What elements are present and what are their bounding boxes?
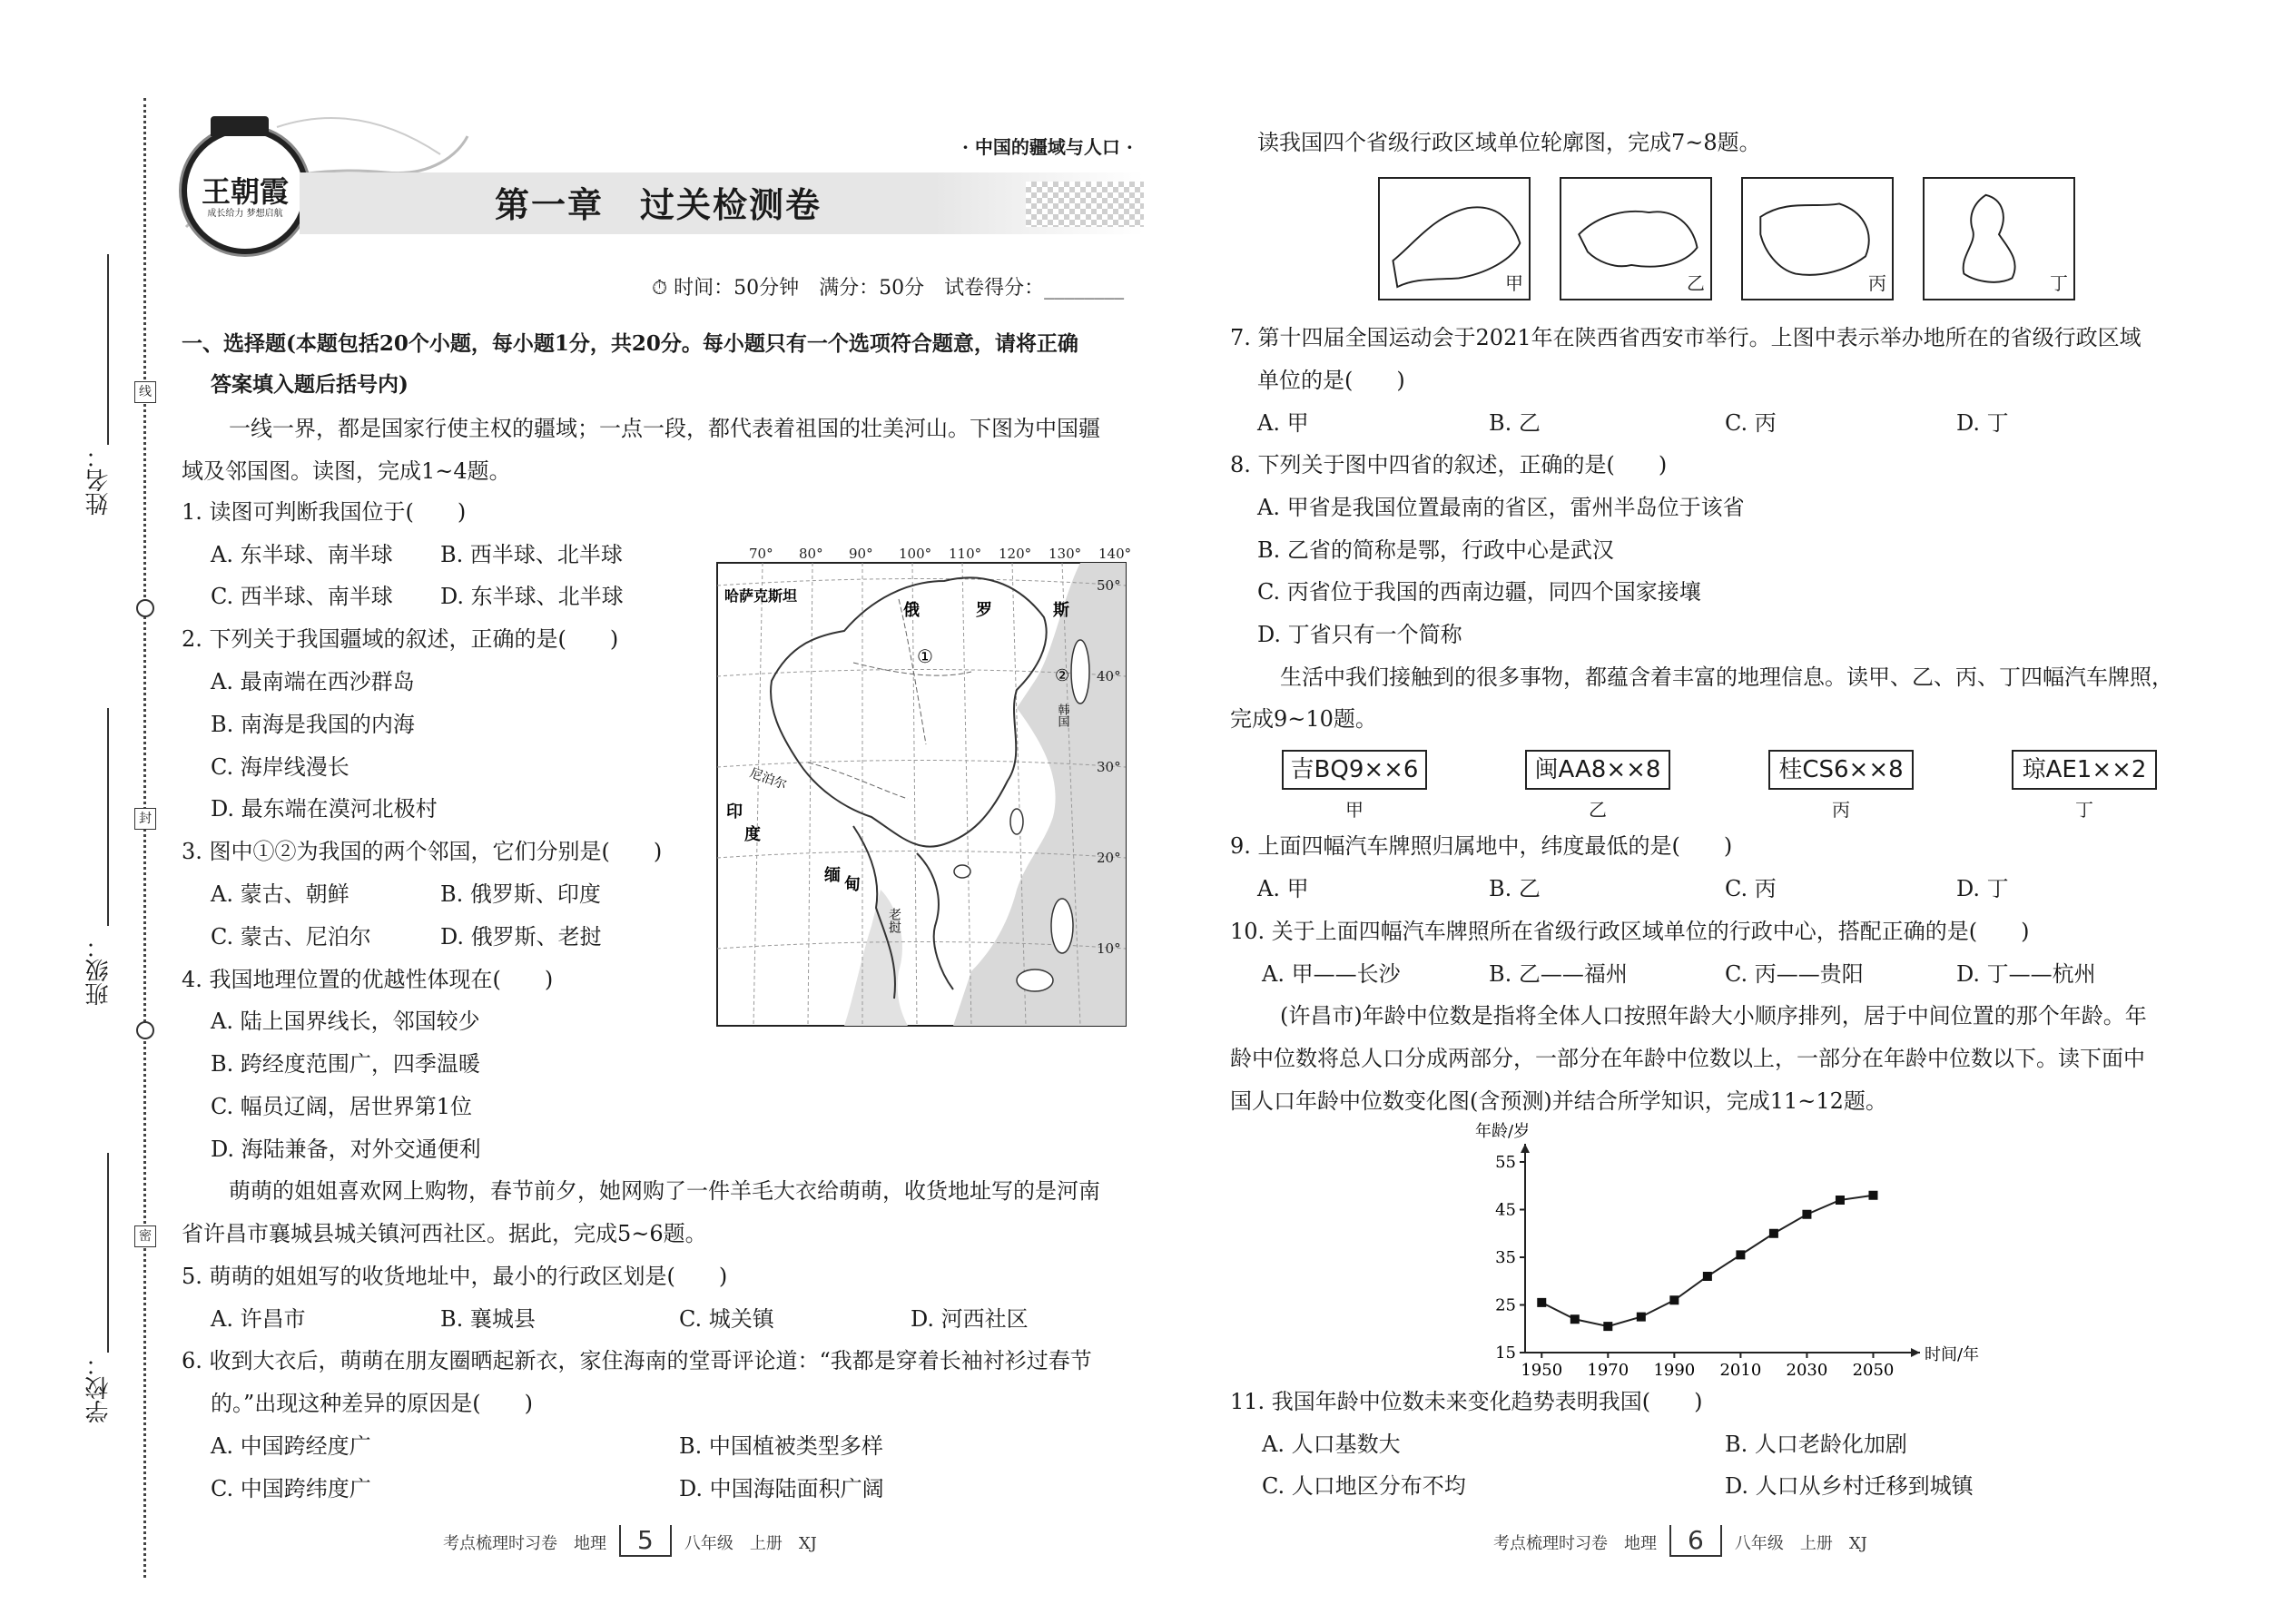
q11-option-c: C. 人口地区分布不均 [1262, 1473, 1466, 1499]
footer-right-series: 考点梳理时习卷 地理 [1493, 1534, 1657, 1553]
q3-option-d: D. 俄罗斯、老挝 [440, 924, 602, 950]
intro-text-3: 萌萌的姐姐喜欢网上购物，春节前夕，她网购了一件羊毛大衣给萌萌，收货地址写的是河南 [229, 1178, 1100, 1204]
data-point [1836, 1196, 1845, 1205]
q2-option-c: C. 海岸线漫长 [211, 754, 350, 780]
crown-icon [211, 116, 269, 136]
q10-option-d: D. 丁——杭州 [1956, 961, 2096, 987]
province-outline-box [1560, 177, 1712, 300]
q6-option-c: C. 中国跨纬度广 [211, 1476, 371, 1501]
brand-sub-1: 成长给力 [207, 209, 244, 219]
class-label: 班级： [85, 935, 113, 1006]
data-point [1570, 1314, 1580, 1324]
map-lon-label: 110° [949, 546, 982, 562]
right-intro-4: (许昌市)年龄中位数是指将全体人口按照年龄大小顺序排列，居于中间位置的那个年龄。年 [1280, 1003, 2147, 1029]
province-label: 丙 [1868, 272, 1886, 294]
question-7: 7. 第十四届全国运动会于2021年在陕西省西安市举行。上图中表示举办地所在的省级行政区域 [1230, 325, 2141, 350]
q9-option-b: B. 乙 [1489, 876, 1541, 901]
x-axis-arrow [1911, 1348, 1920, 1357]
map-label-india-2: 度 [744, 825, 761, 844]
map-label-russia-2: 罗 [976, 601, 992, 620]
q6-option-a: A. 中国跨经度广 [211, 1433, 371, 1459]
brand-sub [187, 205, 303, 219]
question-1: 1. 读图可判断我国位于( ) [182, 499, 467, 525]
age-median-chart [1434, 1122, 1980, 1380]
province-label: 乙 [1687, 272, 1705, 294]
title-checker [1026, 182, 1144, 227]
y-tick-label: 25 [1495, 1295, 1516, 1315]
q8-option-d: D. 丁省只有一个简称 [1257, 622, 1462, 647]
y-tick-label: 35 [1495, 1248, 1516, 1267]
q4-option-d: D. 海陆兼备，对外交通便利 [211, 1137, 481, 1162]
brand-name: 王朝霞 [201, 174, 289, 209]
q7-option-c: C. 丙 [1725, 410, 1777, 436]
seal-line-mark: 线 [134, 381, 156, 403]
data-point [1736, 1250, 1745, 1259]
x-tick-label: 2030 [1786, 1361, 1828, 1380]
brand-logo [182, 127, 309, 254]
question-5: 5. 萌萌的姐姐写的收货地址中，最小的行政区划是( ) [182, 1264, 728, 1289]
q8-option-c: C. 丙省位于我国的西南边疆，同四个国家接壤 [1257, 579, 1701, 605]
q5-option-a: A. 许昌市 [211, 1306, 306, 1332]
map-lat-label: 20° [1097, 850, 1121, 866]
q9-option-d: D. 丁 [1956, 876, 2009, 901]
map-label-myanmar-1: 缅 [824, 866, 841, 885]
q11-option-d: D. 人口从乡村迁移到城镇 [1725, 1473, 1974, 1499]
map-label-laos: 老挝 [887, 908, 901, 933]
seal-seal-mark: 封 [134, 808, 156, 830]
map-label-russia-3: 斯 [1053, 601, 1069, 620]
page-title: 第一章 过关检测卷 [495, 184, 822, 225]
x-tick-label: 1990 [1653, 1361, 1696, 1380]
name-label: 姓名： [85, 445, 113, 516]
map-lat-label: 50° [1097, 577, 1121, 594]
q1-option-b: B. 西半球、北半球 [440, 542, 623, 567]
license-plate: 桂CS6××8 [1768, 750, 1914, 790]
china-territory-map [717, 545, 1135, 1035]
binding-line [143, 98, 146, 1578]
x-tick-label: 2010 [1719, 1361, 1762, 1380]
y-tick-label: 45 [1495, 1200, 1516, 1220]
q5-option-d: D. 河西社区 [911, 1306, 1029, 1332]
q9-option-c: C. 丙 [1725, 876, 1777, 901]
map-lon-label: 130° [1049, 546, 1082, 562]
map-label-kazakhstan: 哈萨克斯坦 [724, 587, 798, 605]
map-lon-label: 70° [749, 546, 773, 562]
map-lon-label: 90° [849, 546, 873, 562]
province-outline-box [1741, 177, 1894, 300]
license-plate-label: 乙 [1589, 799, 1607, 821]
right-intro-2: 生活中我们接触到的很多事物，都蕴含着丰富的地理信息。读甲、乙、丙、丁四幅汽车牌照， [1280, 664, 2173, 690]
question-3: 3. 图中①②为我国的两个邻国，它们分别是( ) [182, 839, 663, 864]
data-point [1669, 1295, 1679, 1304]
exam-meta: ⏱ 时间：50分钟 满分：50分 试卷得分：________ [652, 277, 1125, 300]
q10-option-c: C. 丙——贵阳 [1725, 961, 1864, 987]
y-axis-arrow [1521, 1144, 1530, 1153]
question-8: 8. 下列关于图中四省的叙述，正确的是( ) [1230, 452, 1668, 477]
q6-option-d: D. 中国海陆面积广阔 [679, 1476, 884, 1501]
map-lon-label: 80° [799, 546, 823, 562]
right-intro-5: 龄中位数将总人口分成两部分，一部分在年龄中位数以上，一部分在年龄中位数以下。读下面中 [1230, 1046, 2145, 1071]
q5-option-b: B. 襄城县 [440, 1306, 536, 1332]
license-plate-label: 丁 [2075, 799, 2093, 821]
x-axis-title: 时间/年 [1925, 1345, 1980, 1364]
y-tick-label: 55 [1495, 1153, 1516, 1172]
province-outline-box [1923, 177, 2075, 300]
question-2: 2. 下列关于我国疆域的叙述，正确的是( ) [182, 626, 619, 652]
map-marker-2: ② [1055, 666, 1070, 685]
x-tick-label: 1970 [1587, 1361, 1629, 1380]
class-underline [107, 708, 109, 926]
page-number-left: 5 [619, 1525, 672, 1557]
q4-option-c: C. 幅员辽阔，居世界第1位 [211, 1094, 473, 1119]
q2-option-b: B. 南海是我国的内海 [211, 712, 415, 737]
q1-option-c: C. 西半球、南半球 [211, 584, 393, 609]
q9-option-a: A. 甲 [1257, 876, 1309, 901]
q3-option-a: A. 蒙古、朝鲜 [211, 881, 350, 907]
section-heading-2: 答案填入题后括号内) [211, 372, 409, 397]
license-plate-label: 丙 [1832, 799, 1850, 821]
y-axis-title: 年龄/岁 [1475, 1122, 1531, 1141]
map-marker-1: ① [917, 645, 933, 667]
footer-left-series: 考点梳理时习卷 地理 [443, 1534, 606, 1553]
right-intro-1: 读我国四个省级行政区域单位轮廓图，完成7~8题。 [1257, 130, 1761, 155]
map-lon-label: 100° [899, 546, 932, 562]
map-lat-label: 30° [1097, 759, 1121, 775]
question-4: 4. 我国地理位置的优越性体现在( ) [182, 967, 554, 992]
data-point [1802, 1210, 1811, 1219]
brand-sub-2: 梦想启航 [246, 209, 283, 219]
right-intro-3: 完成9~10题。 [1230, 706, 1377, 732]
footer-right [1493, 1525, 1867, 1555]
q4-option-b: B. 跨经度范围广，四季温暖 [211, 1051, 480, 1077]
data-point [1769, 1229, 1778, 1238]
map-label-india-1: 印 [726, 802, 743, 822]
school-label: 学校： [85, 1353, 113, 1423]
q11-option-a: A. 人口基数大 [1262, 1432, 1401, 1457]
seal-secret-mark: 密 [134, 1225, 156, 1247]
q2-option-d: D. 最东端在漠河北极村 [211, 796, 438, 822]
footer-left-grade: 八年级 上册 XJ [684, 1534, 817, 1553]
q7-option-a: A. 甲 [1257, 410, 1309, 436]
map-lon-label: 120° [999, 546, 1032, 562]
map-label-russia-1: 俄 [903, 601, 920, 620]
q10-option-a: A. 甲——长沙 [1262, 961, 1401, 987]
data-point [1868, 1191, 1877, 1200]
right-intro-6: 国人口年龄中位数变化图(含预测)并结合所学知识，完成11~12题。 [1230, 1088, 1887, 1114]
q11-option-b: B. 人口老龄化加剧 [1725, 1432, 1907, 1457]
license-plate: 闽AA8××8 [1525, 750, 1670, 790]
province-label: 甲 [1505, 272, 1523, 294]
question-10: 10. 关于上面四幅汽车牌照所在省级行政区域单位的行政中心，搭配正确的是( ) [1230, 919, 2030, 944]
intro-text-2: 域及邻国图。读图，完成1~4题。 [182, 458, 511, 484]
q6-option-b: B. 中国植被类型多样 [679, 1433, 883, 1459]
q2-option-a: A. 最南端在西沙群岛 [211, 669, 415, 694]
q7-option-b: B. 乙 [1489, 410, 1541, 436]
q10-option-b: B. 乙——福州 [1489, 961, 1628, 987]
q3-option-b: B. 俄罗斯、印度 [440, 881, 601, 907]
province-outline-box [1378, 177, 1531, 300]
x-tick-label: 1950 [1521, 1361, 1563, 1380]
q7-option-d: D. 丁 [1956, 410, 2009, 436]
series-label: · 中国的疆域与人口 · [962, 136, 1133, 158]
map-label-nepal: 尼泊尔 [747, 765, 789, 793]
license-plate-label: 甲 [1345, 799, 1364, 821]
q8-option-a: A. 甲省是我国位置最南的省区，雷州半岛位于该省 [1257, 495, 1745, 520]
q1-option-d: D. 东半球、北半球 [440, 584, 624, 609]
map-lat-label: 10° [1097, 940, 1121, 957]
page-number-right: 6 [1669, 1525, 1722, 1557]
question-6-line2: 的。”出现这种差异的原因是( ) [211, 1391, 533, 1416]
school-underline [107, 1153, 109, 1353]
map-lon-label: 140° [1098, 546, 1132, 562]
data-point [1537, 1298, 1546, 1307]
q4-option-a: A. 陆上国界线长，邻国较少 [211, 1009, 480, 1034]
section-heading: 一、选择题(本题包括20个小题，每小题1分，共20分。每小题只有一个选项符合题意，请将正确 [182, 331, 1078, 356]
question-11: 11. 我国年龄中位数未来变化趋势表明我国( ) [1230, 1389, 1703, 1414]
y-tick-label: 15 [1495, 1343, 1516, 1363]
q3-option-c: C. 蒙古、尼泊尔 [211, 924, 371, 950]
intro-text-1: 一线一界，都是国家行使主权的疆域；一点一段，都代表着祖国的壮美河山。下图为中国疆 [229, 416, 1100, 441]
map-lon-labels [749, 546, 1131, 562]
map-label-myanmar-2: 甸 [844, 875, 861, 894]
name-underline [107, 254, 109, 445]
data-point [1603, 1322, 1612, 1331]
binding-hole-2 [136, 1021, 154, 1039]
q5-option-c: C. 城关镇 [679, 1306, 774, 1332]
license-plate: 琼AE1××2 [2012, 750, 2157, 790]
q1-option-a: A. 东半球、南半球 [211, 542, 393, 567]
question-9: 9. 上面四幅汽车牌照归属地中，纬度最低的是( ) [1230, 833, 1733, 859]
question-7-line2: 单位的是( ) [1257, 368, 1405, 393]
question-6: 6. 收到大衣后，萌萌在朋友圈晒起新衣，家住海南的堂哥评论道：“我都是穿着长袖衬衫过春节 [182, 1348, 1092, 1373]
province-label: 丁 [2050, 272, 2068, 294]
intro-text-4: 省许昌市襄城县城关镇河西社区。据此，完成5~6题。 [182, 1221, 707, 1246]
map-lat-label: 40° [1097, 668, 1121, 684]
data-point [1703, 1272, 1712, 1281]
x-tick-label: 2050 [1852, 1361, 1895, 1380]
footer-left [443, 1525, 817, 1555]
series-line [1541, 1196, 1873, 1326]
map-label-korea: 韩国 [1055, 704, 1069, 727]
q8-option-b: B. 乙省的简称是鄂，行政中心是武汉 [1257, 537, 1614, 563]
data-point [1637, 1313, 1646, 1322]
license-plate: 吉BQ9××6 [1282, 750, 1427, 790]
binding-hole-1 [136, 599, 154, 617]
footer-right-grade: 八年级 上册 XJ [1734, 1534, 1867, 1553]
